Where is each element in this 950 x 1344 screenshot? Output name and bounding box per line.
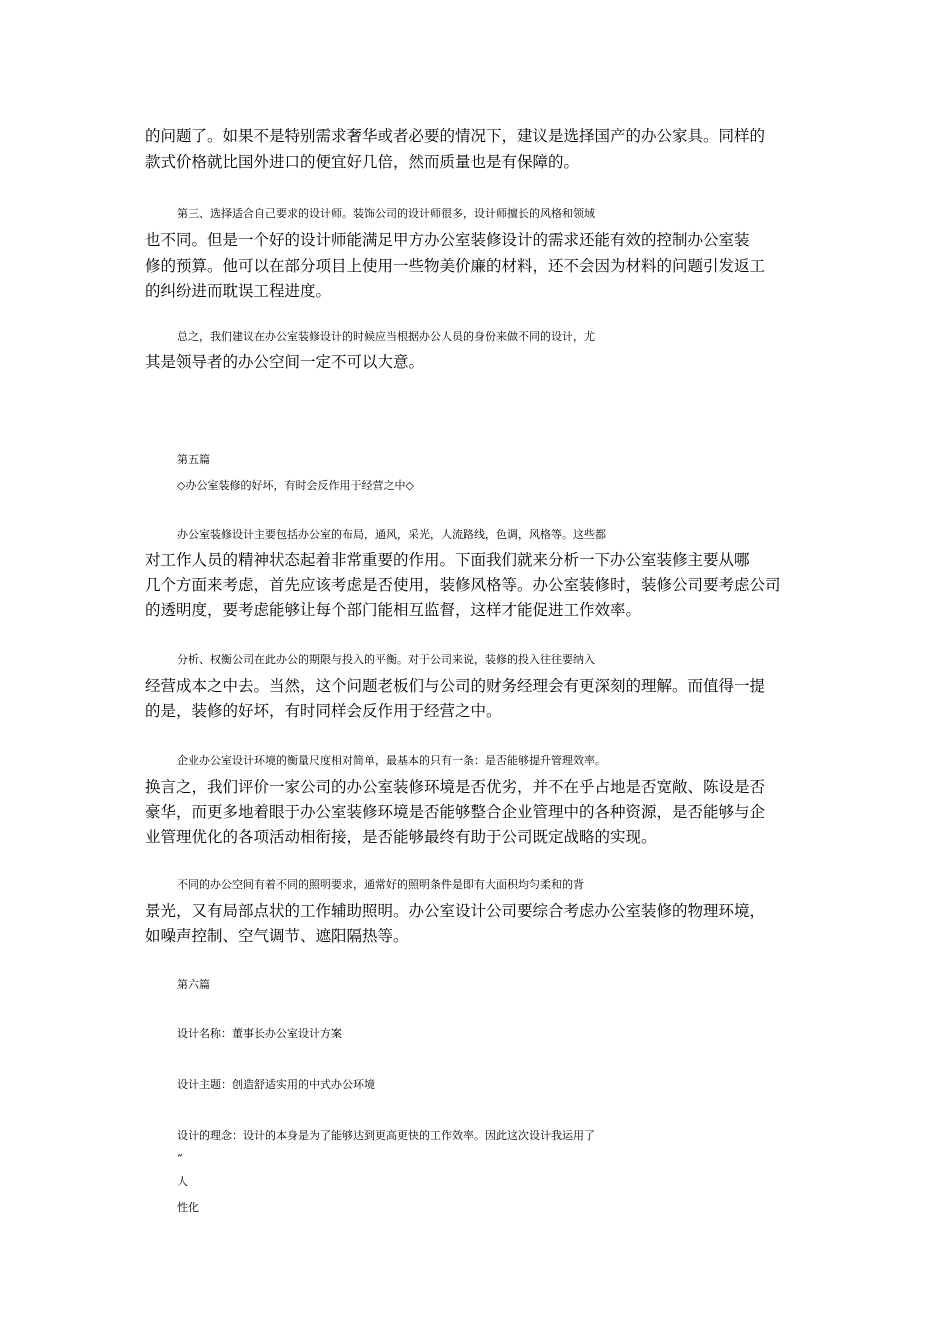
section-title: 第六篇 xyxy=(177,978,210,991)
text-line: 景光，又有局部点状的工作辅助照明。办公室设计公司要综合考虑办公室装修的物理环境， xyxy=(145,902,766,920)
text-line: 设计主题：创造舒适实用的中式办公环境 xyxy=(177,1078,375,1091)
text-line: 对工作人员的精神状态起着非常重要的作用。下面我们就来分析一下办公室装修主要从哪 xyxy=(145,551,750,569)
text-line: 款式价格就比国外进口的便宜好几倍，然而质量也是有保障的。 xyxy=(145,153,580,171)
text-line: 的透明度，要考虑能够让每个部门能相互监督，这样才能促进工作效率。 xyxy=(145,601,642,619)
text-line: 设计名称：董事长办公室设计方案 xyxy=(177,1027,342,1040)
text-line: 的纠纷进而耽误工程进度。 xyxy=(145,282,332,300)
text-line: 设计的理念：设计的本身是为了能够达到更高更快的工作效率。因此这次设计我运用了 xyxy=(177,1129,595,1142)
text-line: 分析、权衡公司在此办公的期限与投入的平衡。对于公司来说，装修的投入往往要纳入 xyxy=(177,653,595,666)
text-line: 的是，装修的好坏，有时同样会反作用于经营之中。 xyxy=(145,702,502,720)
text-line: 企业办公室设计环境的衡量尺度相对简单，最基本的只有一条：是否能够提升管理效率。 xyxy=(177,754,606,767)
text-line: 不同的办公空间有着不同的照明要求，通常好的照明条件是即有大面积均匀柔和的背 xyxy=(177,878,584,891)
text-line: 业管理优化的各项活动相衔接，是否能够最终有助于公司既定战略的实现。 xyxy=(145,828,657,846)
text-line: 如噪声控制、空气调节、遮阳隔热等。 xyxy=(145,927,409,945)
section-title: 第五篇 xyxy=(177,453,210,466)
text-line: 其是领导者的办公空间一定不可以大意。 xyxy=(145,353,425,371)
text-line: 也不同。但是一个好的设计师能满足甲方办公室装修设计的需求还能有效的控制办公室装 xyxy=(145,231,750,249)
text-line: “ xyxy=(177,1152,183,1165)
text-line: 人 xyxy=(177,1175,188,1188)
text-line: 经营成本之中去。当然，这个问题老板们与公司的财务经理会有更深刻的理解。而值得一提 xyxy=(145,677,766,695)
text-line: 办公室装修设计主要包括办公室的布局，通风，采光，人流路线，色调，风格等。这些都 xyxy=(177,528,606,541)
section-heading: ◇办公室装修的好坏，有时会反作用于经营之中◇ xyxy=(177,479,414,492)
text-line: 第三、选择适合自己要求的设计师。装饰公司的设计师很多，设计师擅长的风格和领域 xyxy=(177,207,595,220)
text-line: 换言之，我们评价一家公司的办公室装修环境是否优劣，并不在乎占地是否宽敞、陈设是否 xyxy=(145,778,766,796)
text-line: 几个方面来考虑，首先应该考虑是否使用，装修风格等。办公室装修时，装修公司要考虑公司 xyxy=(145,576,781,594)
text-line: 总之，我们建议在办公室装修设计的时候应当根据办公人员的身份来做不同的设计，尤 xyxy=(177,330,595,343)
text-line: 修的预算。他可以在部分项目上使用一些物美价廉的材料，还不会因为材料的问题引发返工 xyxy=(145,257,766,275)
text-line: 的问题了。如果不是特别需求奢华或者必要的情况下，建议是选择国产的办公家具。同样的 xyxy=(145,127,766,145)
text-line: 性化 xyxy=(177,1201,199,1214)
text-line: 豪华，而更多地着眼于办公室装修环境是否能够整合企业管理中的各种资源，是否能够与企 xyxy=(145,803,766,821)
